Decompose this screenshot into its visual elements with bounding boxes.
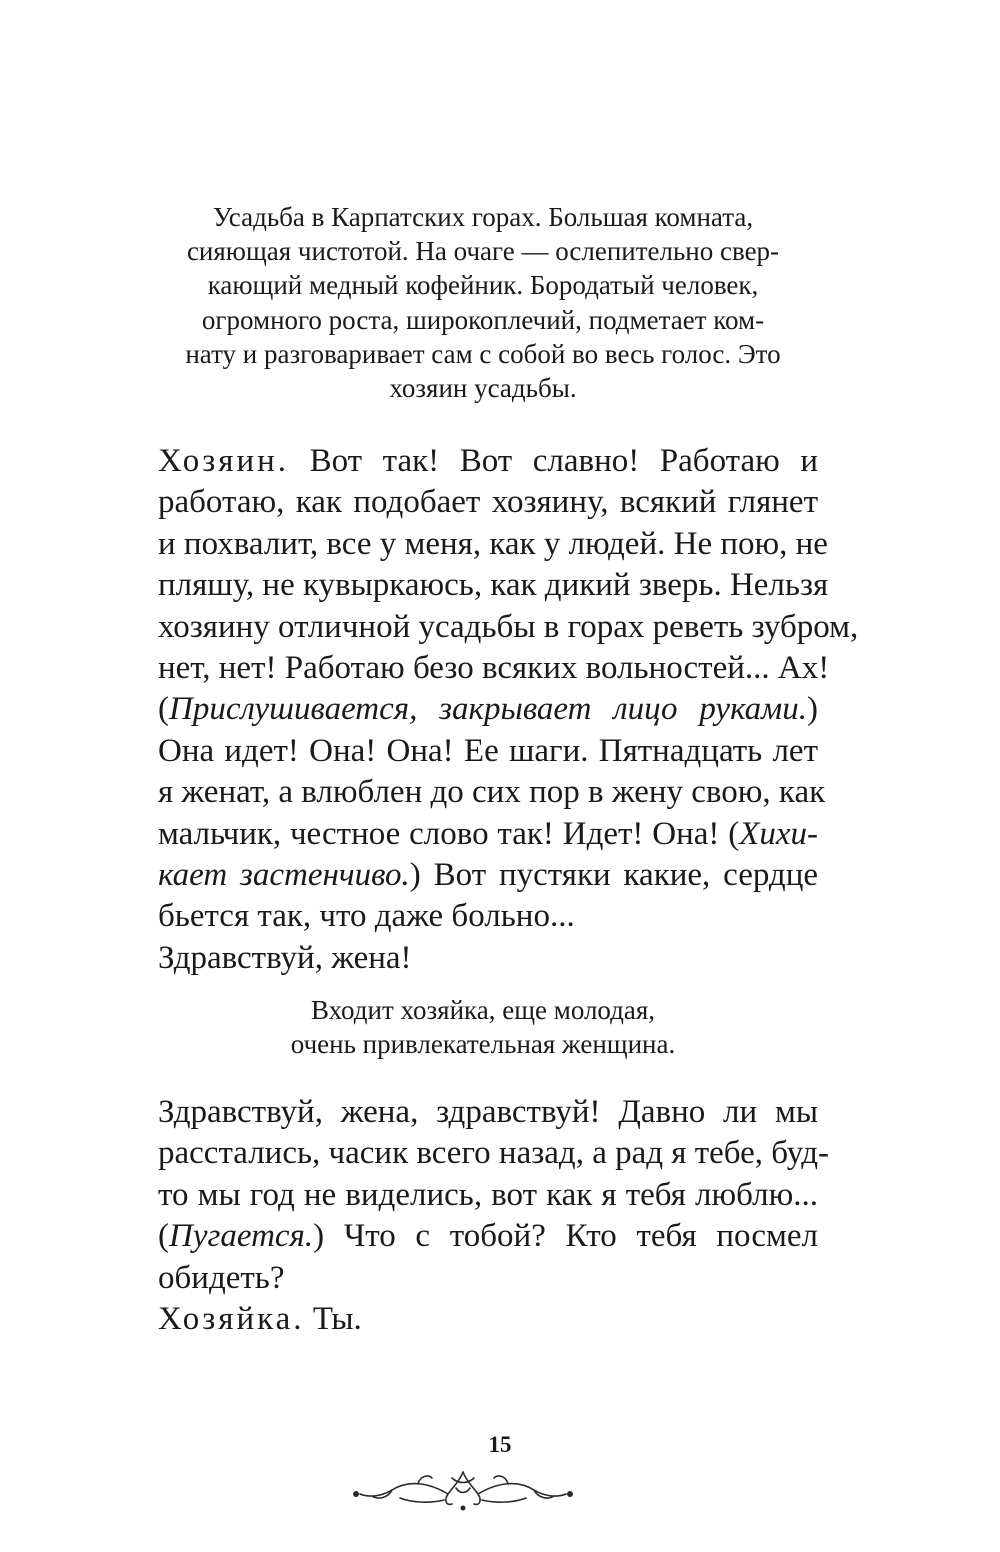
speech-text: ) Вот пустяки какие, сердце bbox=[409, 857, 818, 894]
page-number: 15 bbox=[488, 1432, 512, 1457]
speech-line: то мы год не виделись, вот как я тебя люблю... bbox=[158, 1176, 818, 1213]
paren: ( bbox=[158, 691, 169, 728]
speech-line: расстались, часик всего назад, а рад я тебе, буд- bbox=[158, 1135, 830, 1172]
intro-line: сияющая чистотой. На очаге — ослепительно свер- bbox=[186, 236, 780, 267]
speech-text: Вот так! Вот славно! Работаю и bbox=[289, 443, 818, 479]
speech-line: работаю, как подобает хозяину, всякий глянет bbox=[158, 484, 818, 521]
inline-stage-direction: кает застенчиво. bbox=[158, 857, 410, 894]
speech-line: хозяину отличной усадьбы в горах реветь зубром, bbox=[158, 608, 859, 645]
flourish-ornament-icon bbox=[348, 1464, 578, 1514]
paren: ( bbox=[158, 1218, 169, 1255]
speech-line bbox=[158, 689, 818, 730]
inline-stage-direction: Пугается. bbox=[169, 1218, 314, 1255]
speech-text: ) Что с тобой? Кто тебя посмел bbox=[313, 1218, 818, 1255]
speech-line bbox=[158, 855, 818, 896]
speech-line: пляшу, не кувыркаюсь, как дикий зверь. Нельзя bbox=[158, 567, 829, 604]
speech-line: бьется так, что даже больно... bbox=[158, 898, 575, 935]
inline-stage-direction: Прислушивается, закрывает лицо руками. bbox=[169, 691, 807, 728]
speech-line bbox=[158, 814, 818, 855]
speech-line: Здравствуй, жена! bbox=[158, 939, 412, 976]
host-speech bbox=[158, 441, 859, 979]
speech-line: я женат, а влюблен до сих пор в жену свою, как bbox=[158, 774, 826, 811]
entrance-line: очень привлекательная женщина. bbox=[290, 1029, 676, 1060]
speech-line: Здравствуй, жена, здравствуй! Давно ли мы bbox=[158, 1094, 818, 1130]
speech-text: мальчик, честное слово так! Идет! Она! ( bbox=[158, 815, 740, 852]
speech-line: и похвалит, все у меня, как у людей. Не пою, не bbox=[158, 525, 828, 562]
speech-text: Ты. bbox=[304, 1301, 362, 1338]
inline-stage-direction: Хихи- bbox=[739, 815, 818, 852]
paren: ) bbox=[807, 691, 818, 728]
intro-stage-direction bbox=[148, 200, 818, 405]
intro-line: хозяин усадьбы. bbox=[389, 373, 577, 404]
speech-line bbox=[158, 1216, 818, 1257]
host-speech-continued bbox=[158, 1092, 830, 1340]
speech-line bbox=[158, 441, 818, 482]
intro-line: кающий медный кофейник. Бородатый человек, bbox=[207, 270, 759, 301]
intro-line: огромного роста, широкоплечий, подметает ком- bbox=[201, 304, 765, 335]
speech-line: Она идет! Она! Она! Ее шаги. Пятнадцать лет bbox=[158, 732, 818, 769]
speaker-name: Хозяин. bbox=[158, 443, 290, 479]
speech-line: нет, нет! Работаю безо всяких вольностей... Ах! bbox=[158, 650, 830, 687]
intro-line: нату и разговаривает сам с собой во весь голос. Это bbox=[185, 338, 781, 369]
speech-line bbox=[158, 1299, 818, 1340]
speaker-name: Хозяйка. bbox=[158, 1301, 305, 1338]
entrance-line: Входит хозяйка, еще молодая, bbox=[310, 995, 656, 1025]
intro-line: Усадьба в Карпатских горах. Большая комната, bbox=[212, 202, 754, 232]
entrance-stage-direction bbox=[148, 993, 818, 1061]
speech-line: обидеть? bbox=[158, 1259, 285, 1296]
